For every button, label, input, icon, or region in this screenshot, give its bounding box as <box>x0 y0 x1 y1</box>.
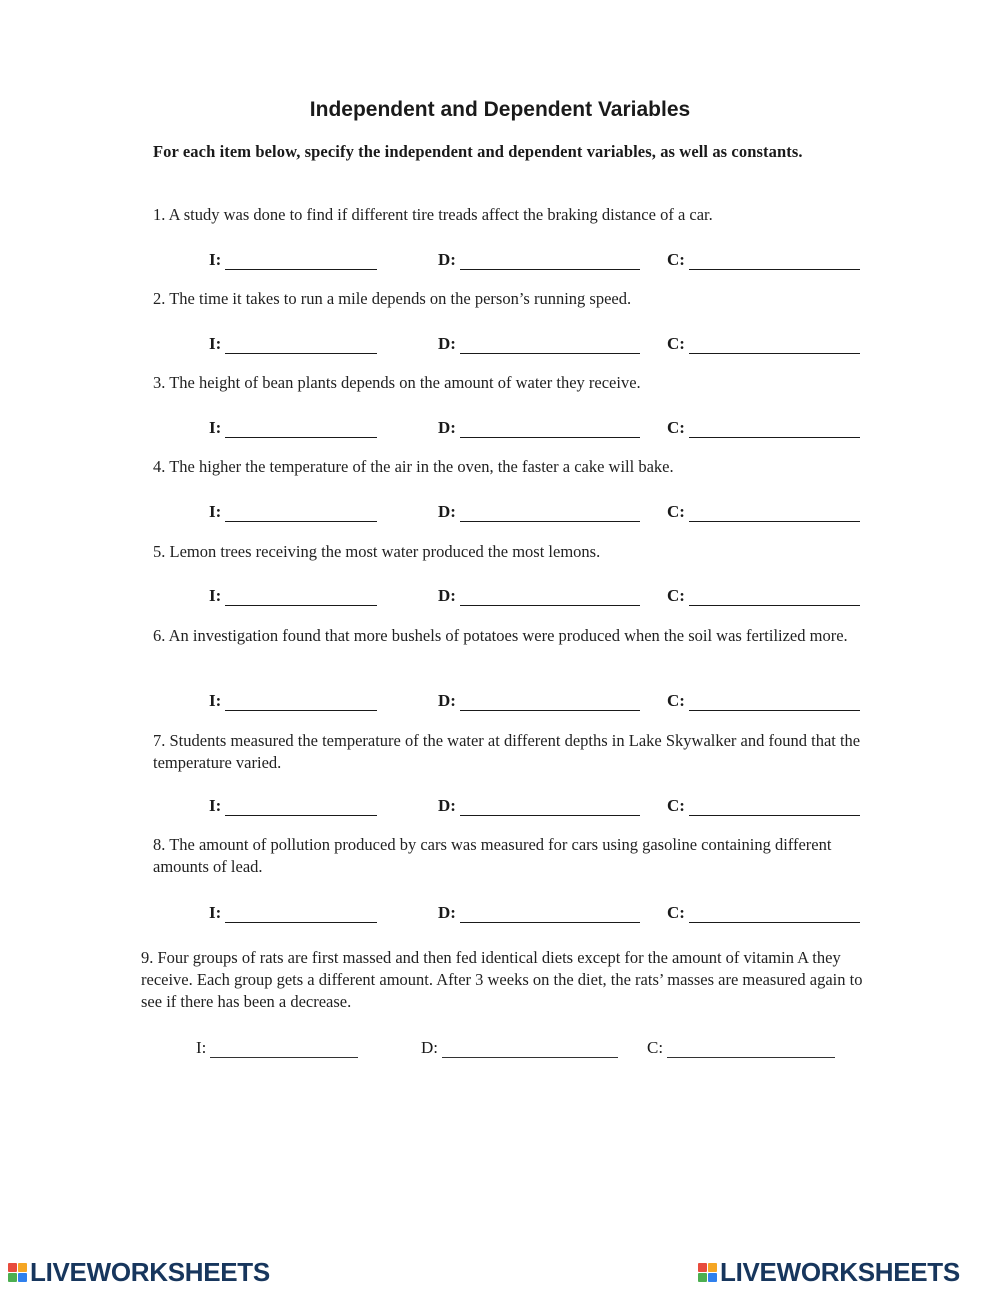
constant-blank-1[interactable] <box>689 251 860 270</box>
independent-field-1 <box>209 244 377 270</box>
answer-row-6 <box>0 685 1000 711</box>
independent-blank-6[interactable] <box>225 692 377 711</box>
liveworksheets-logo-left <box>8 1257 270 1288</box>
question-5: 5. Lemon trees receiving the most water produced the most lemons. <box>153 542 601 561</box>
dependent-label: D: <box>421 1038 438 1057</box>
dependent-blank-4[interactable] <box>460 503 640 522</box>
page-title: Independent and Dependent Variables <box>309 98 691 121</box>
constant-field-3 <box>667 412 860 438</box>
independent-label: I: <box>209 691 222 710</box>
dependent-field-2 <box>438 328 640 354</box>
independent-blank-4[interactable] <box>225 503 377 522</box>
logo-square-icon <box>698 1273 707 1282</box>
constant-field-7 <box>667 790 860 816</box>
constant-blank-3[interactable] <box>689 419 860 438</box>
independent-label: I: <box>196 1038 207 1057</box>
question-2: 2. The time it takes to run a mile depends on the person’s running speed. <box>153 289 632 308</box>
independent-blank-1[interactable] <box>225 251 377 270</box>
dependent-label: D: <box>438 586 456 605</box>
constant-field-9 <box>647 1032 835 1058</box>
constant-blank-4[interactable] <box>689 503 860 522</box>
dependent-field-1 <box>438 244 640 270</box>
independent-label: I: <box>209 903 222 922</box>
dependent-blank-1[interactable] <box>460 251 640 270</box>
dependent-field-4 <box>438 496 640 522</box>
dependent-blank-2[interactable] <box>460 335 640 354</box>
constant-label: C: <box>667 418 685 437</box>
independent-label: I: <box>209 796 222 815</box>
dependent-blank-9[interactable] <box>442 1039 618 1058</box>
independent-field-6 <box>209 685 377 711</box>
independent-label: I: <box>209 418 222 437</box>
answer-row-9 <box>0 1032 1000 1058</box>
independent-blank-8[interactable] <box>225 904 377 923</box>
question-8: 8. The amount of pollution produced by cars was measured for cars using gasoline containing different amounts of lead. <box>153 835 832 876</box>
question-9: 9. Four groups of rats are first massed and then fed identical diets except for the amount of vitamin A they receive. Each group gets a different amount. After 3 weeks on the diet, the rats’ masses are measured again to see if there has been a decrease. <box>141 948 863 1011</box>
constant-label: C: <box>667 796 685 815</box>
dependent-field-5 <box>438 580 640 606</box>
constant-field-2 <box>667 328 860 354</box>
independent-field-3 <box>209 412 377 438</box>
constant-blank-5[interactable] <box>689 587 860 606</box>
dependent-blank-3[interactable] <box>460 419 640 438</box>
answer-row-2 <box>0 328 1000 354</box>
logo-square-icon <box>708 1263 717 1272</box>
independent-label: I: <box>209 334 222 353</box>
logo-square-icon <box>8 1273 17 1282</box>
constant-field-6 <box>667 685 860 711</box>
logo-square-icon <box>8 1263 17 1272</box>
constant-label: C: <box>667 334 685 353</box>
dependent-field-7 <box>438 790 640 816</box>
logo-text: LIVEWORKSHEETS <box>30 1257 270 1287</box>
independent-blank-3[interactable] <box>225 419 377 438</box>
constant-label: C: <box>647 1038 664 1057</box>
independent-blank-5[interactable] <box>225 587 377 606</box>
independent-blank-2[interactable] <box>225 335 377 354</box>
dependent-label: D: <box>438 796 456 815</box>
dependent-field-8 <box>438 897 640 923</box>
liveworksheets-mark-icon <box>8 1263 27 1282</box>
independent-field-8 <box>209 897 377 923</box>
constant-field-5 <box>667 580 860 606</box>
constant-label: C: <box>667 691 685 710</box>
independent-label: I: <box>209 502 222 521</box>
independent-field-5 <box>209 580 377 606</box>
independent-label: I: <box>209 250 222 269</box>
independent-field-9 <box>196 1032 358 1058</box>
question-6: 6. An investigation found that more bushels of potatoes were produced when the soil was fertilized more. <box>153 626 848 645</box>
answer-row-7 <box>0 790 1000 816</box>
constant-blank-7[interactable] <box>689 797 860 816</box>
liveworksheets-mark-icon <box>698 1263 717 1282</box>
dependent-label: D: <box>438 903 456 922</box>
constant-blank-8[interactable] <box>689 904 860 923</box>
independent-field-4 <box>209 496 377 522</box>
answer-row-8 <box>0 897 1000 923</box>
dependent-label: D: <box>438 691 456 710</box>
dependent-field-9 <box>421 1032 618 1058</box>
logo-square-icon <box>698 1263 707 1272</box>
dependent-label: D: <box>438 334 456 353</box>
question-1: 1. A study was done to find if different tire treads affect the braking distance of a car. <box>153 205 713 224</box>
logo-text: LIVEWORKSHEETS <box>720 1257 960 1287</box>
dependent-blank-5[interactable] <box>460 587 640 606</box>
independent-field-2 <box>209 328 377 354</box>
dependent-field-3 <box>438 412 640 438</box>
logo-square-icon <box>18 1273 27 1282</box>
instructions: For each item below, specify the independent and dependent variables, as well as constants. <box>153 142 803 161</box>
constant-field-1 <box>667 244 860 270</box>
question-7: 7. Students measured the temperature of the water at different depths in Lake Skywalker and found that the temperature varied. <box>153 731 861 772</box>
answer-row-5 <box>0 580 1000 606</box>
answer-row-3 <box>0 412 1000 438</box>
constant-blank-2[interactable] <box>689 335 860 354</box>
independent-label: I: <box>209 586 222 605</box>
dependent-label: D: <box>438 502 456 521</box>
constant-label: C: <box>667 250 685 269</box>
independent-field-7 <box>209 790 377 816</box>
answer-row-1 <box>0 244 1000 270</box>
dependent-field-6 <box>438 685 640 711</box>
answer-row-4 <box>0 496 1000 522</box>
independent-blank-9[interactable] <box>210 1039 358 1058</box>
dependent-label: D: <box>438 250 456 269</box>
logo-square-icon <box>18 1263 27 1272</box>
constant-field-8 <box>667 897 860 923</box>
liveworksheets-logo-right <box>698 1257 960 1288</box>
constant-blank-6[interactable] <box>689 692 860 711</box>
question-3: 3. The height of bean plants depends on the amount of water they receive. <box>153 373 641 392</box>
dependent-blank-7[interactable] <box>460 797 640 816</box>
constant-label: C: <box>667 502 685 521</box>
constant-label: C: <box>667 903 685 922</box>
constant-field-4 <box>667 496 860 522</box>
dependent-blank-6[interactable] <box>460 692 640 711</box>
dependent-blank-8[interactable] <box>460 904 640 923</box>
independent-blank-7[interactable] <box>225 797 377 816</box>
logo-square-icon <box>708 1273 717 1282</box>
constant-blank-9[interactable] <box>667 1039 835 1058</box>
dependent-label: D: <box>438 418 456 437</box>
question-4: 4. The higher the temperature of the air in the oven, the faster a cake will bake. <box>153 457 674 476</box>
constant-label: C: <box>667 586 685 605</box>
